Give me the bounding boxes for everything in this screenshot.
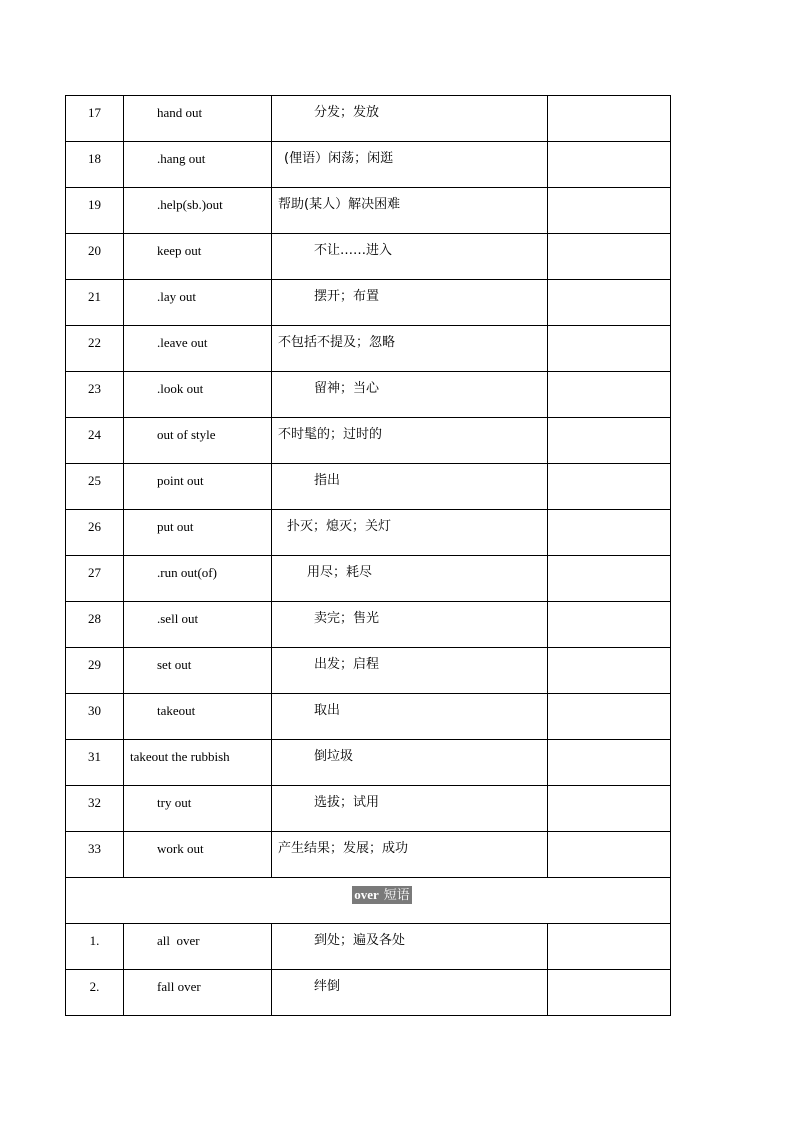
table-row (66, 648, 671, 694)
row-number: 33 (66, 832, 124, 878)
phrase-cell: fall over (124, 970, 272, 1016)
meaning-cell: 不时髦的；过时的 (272, 418, 548, 464)
row-number: 25 (66, 464, 124, 510)
row-number: 22 (66, 326, 124, 372)
phrase-cell: keep out (124, 234, 272, 280)
row-number: 19 (66, 188, 124, 234)
meaning-cell: 不包括不提及；忽略 (272, 326, 548, 372)
section-header-row (66, 878, 671, 924)
meaning-cell: 到处；遍及各处 (272, 924, 548, 970)
row-number: 27 (66, 556, 124, 602)
phrase-cell: takeout (124, 694, 272, 740)
table-row (66, 188, 671, 234)
phrase-cell: point out (124, 464, 272, 510)
phrase-cell: takeout the rubbish (124, 740, 272, 786)
phrase-cell: hand out (124, 96, 272, 142)
row-number: 21 (66, 280, 124, 326)
meaning-cell: 帮助(某人）解决困难 (272, 188, 548, 234)
meaning-cell: 选拔；试用 (272, 786, 548, 832)
note-cell (548, 234, 671, 280)
table-row (66, 142, 671, 188)
meaning-cell: 摆开；布置 (272, 280, 548, 326)
meaning-cell: 用尽；耗尽 (272, 556, 548, 602)
table-row (66, 556, 671, 602)
note-cell (548, 326, 671, 372)
meaning-cell: 卖完；售光 (272, 602, 548, 648)
phrase-cell: .hang out (124, 142, 272, 188)
section-title (352, 886, 412, 904)
phrase-cell: .help(sb.)out (124, 188, 272, 234)
table-row (66, 786, 671, 832)
row-number: 26 (66, 510, 124, 556)
note-cell (548, 740, 671, 786)
meaning-cell: 指出 (272, 464, 548, 510)
row-number: 23 (66, 372, 124, 418)
vocabulary-table (65, 95, 671, 1016)
meaning-cell: 出发；启程 (272, 648, 548, 694)
meaning-cell: 扑灭；熄灭；关灯 (272, 510, 548, 556)
phrase-cell: .look out (124, 372, 272, 418)
meaning-cell: 产生结果；发展；成功 (272, 832, 548, 878)
phrase-cell: .leave out (124, 326, 272, 372)
section-header (66, 878, 671, 924)
meaning-cell: 留神；当心 (272, 372, 548, 418)
table-row (66, 740, 671, 786)
phrase-cell: all over (124, 924, 272, 970)
table-row (66, 280, 671, 326)
table-row (66, 924, 671, 970)
row-number: 20 (66, 234, 124, 280)
meaning-cell: 倒垃圾 (272, 740, 548, 786)
phrase-cell: work out (124, 832, 272, 878)
phrase-cell: .lay out (124, 280, 272, 326)
table-row (66, 234, 671, 280)
note-cell (548, 970, 671, 1016)
note-cell (548, 464, 671, 510)
meaning-cell: 绊倒 (272, 970, 548, 1016)
table-row (66, 372, 671, 418)
note-cell (548, 96, 671, 142)
phrase-cell: .run out(of) (124, 556, 272, 602)
meaning-cell: 取出 (272, 694, 548, 740)
row-number: 1. (66, 924, 124, 970)
table-row (66, 418, 671, 464)
note-cell (548, 924, 671, 970)
section-title-en: over (354, 887, 379, 902)
note-cell (548, 556, 671, 602)
phrase-cell: set out (124, 648, 272, 694)
phrase-cell: try out (124, 786, 272, 832)
note-cell (548, 142, 671, 188)
meaning-cell: 分发；发放 (272, 96, 548, 142)
row-number: 18 (66, 142, 124, 188)
row-number: 29 (66, 648, 124, 694)
table-row (66, 832, 671, 878)
note-cell (548, 648, 671, 694)
note-cell (548, 188, 671, 234)
table-row (66, 694, 671, 740)
phrase-cell: .sell out (124, 602, 272, 648)
note-cell (548, 832, 671, 878)
note-cell (548, 602, 671, 648)
section-title-zh: 短语 (383, 888, 410, 903)
row-number: 31 (66, 740, 124, 786)
note-cell (548, 372, 671, 418)
row-number: 24 (66, 418, 124, 464)
note-cell (548, 280, 671, 326)
note-cell (548, 418, 671, 464)
meaning-cell: (俚语）闲荡；闲逛 (272, 142, 548, 188)
row-number: 2. (66, 970, 124, 1016)
note-cell (548, 510, 671, 556)
table-row (66, 970, 671, 1016)
row-number: 32 (66, 786, 124, 832)
table-row (66, 602, 671, 648)
table-row (66, 96, 671, 142)
row-number: 17 (66, 96, 124, 142)
table-row (66, 510, 671, 556)
note-cell (548, 786, 671, 832)
phrase-cell: out of style (124, 418, 272, 464)
phrase-cell: put out (124, 510, 272, 556)
row-number: 28 (66, 602, 124, 648)
note-cell (548, 694, 671, 740)
meaning-cell: 不让……进入 (272, 234, 548, 280)
table-row (66, 464, 671, 510)
row-number: 30 (66, 694, 124, 740)
table-row (66, 326, 671, 372)
